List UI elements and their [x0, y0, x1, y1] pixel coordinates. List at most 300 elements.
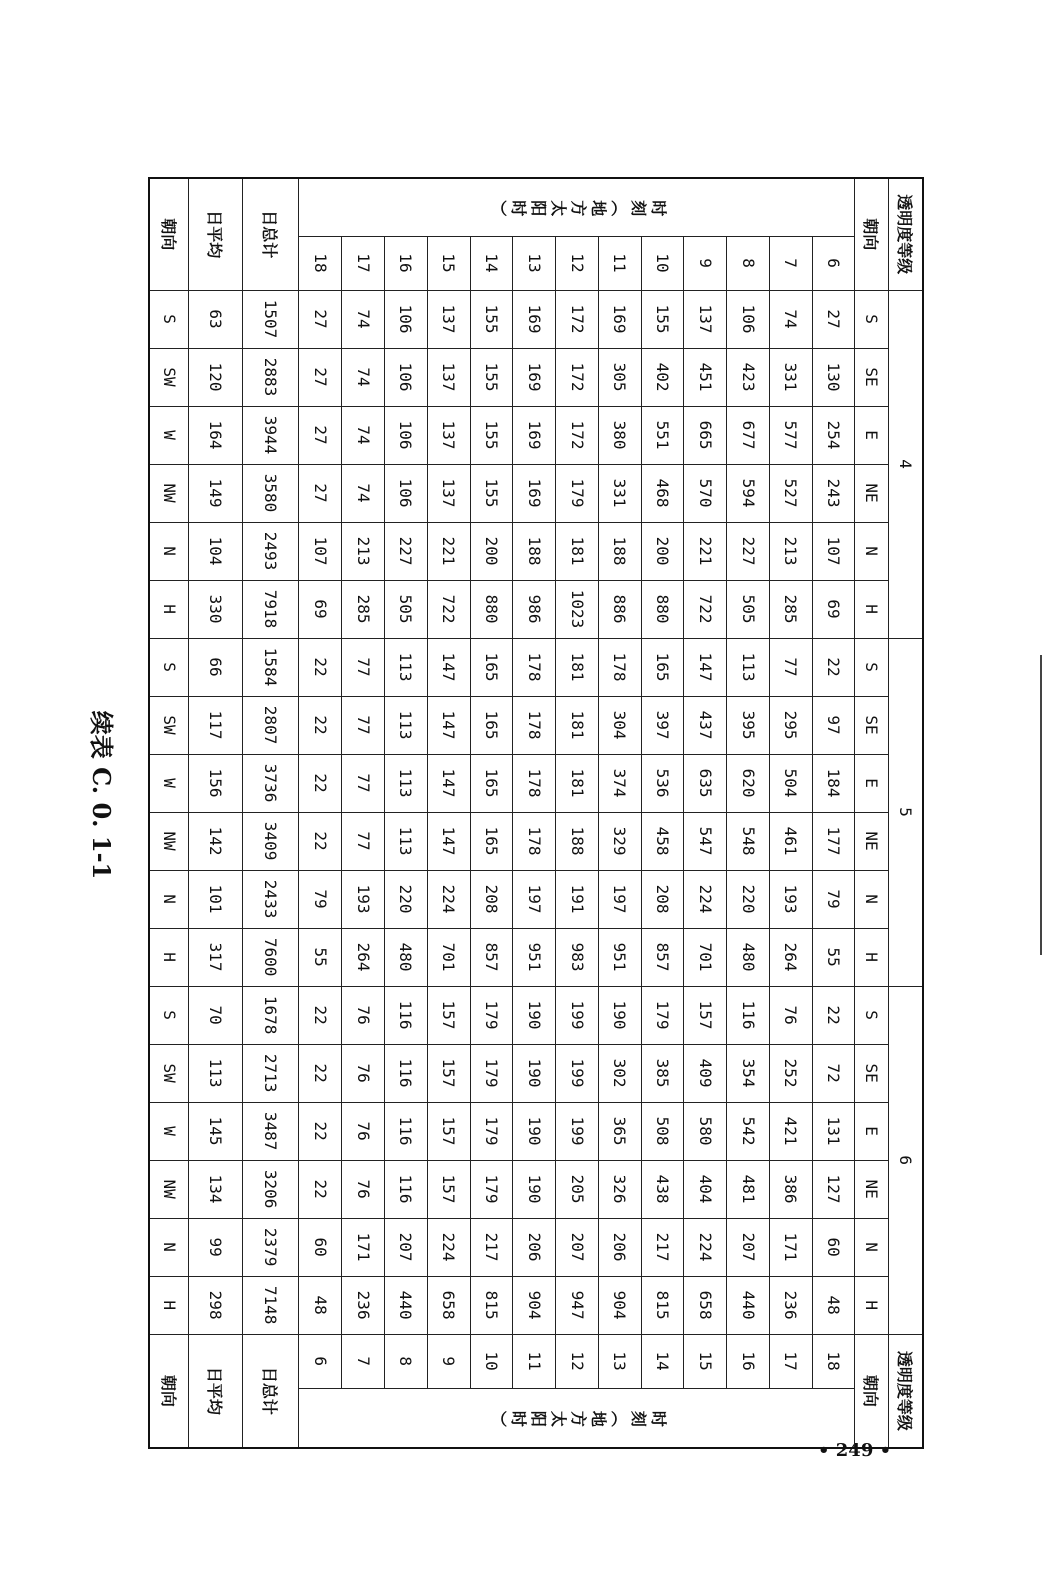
value-cell: 76: [769, 986, 812, 1044]
value-cell: 179: [470, 1102, 513, 1160]
value-cell: 188: [513, 522, 556, 580]
value-cell: 264: [342, 928, 385, 986]
value-cell: 184: [812, 754, 855, 812]
average-cell: 99: [189, 1218, 243, 1276]
table-row: [769, 178, 812, 1448]
hour-label-right: 18: [812, 1334, 855, 1388]
value-cell: 74: [342, 406, 385, 464]
value-cell: 395: [727, 696, 770, 754]
direction-ne: NE: [855, 464, 889, 522]
value-cell: 155: [470, 406, 513, 464]
value-cell: 331: [598, 464, 641, 522]
value-cell: 547: [684, 812, 727, 870]
value-cell: 76: [342, 1160, 385, 1218]
value-cell: 113: [385, 638, 428, 696]
value-cell: 480: [727, 928, 770, 986]
value-cell: 857: [641, 928, 684, 986]
value-cell: 815: [470, 1276, 513, 1334]
value-cell: 113: [385, 696, 428, 754]
value-cell: 107: [812, 522, 855, 580]
value-cell: 207: [727, 1218, 770, 1276]
value-cell: 213: [342, 522, 385, 580]
value-cell: 620: [727, 754, 770, 812]
value-cell: 188: [598, 522, 641, 580]
value-cell: 171: [342, 1218, 385, 1276]
value-cell: 440: [727, 1276, 770, 1334]
value-cell: 421: [769, 1102, 812, 1160]
value-cell: 77: [342, 638, 385, 696]
hour-label: 6: [812, 236, 855, 290]
average-cell: 164: [189, 406, 243, 464]
value-cell: 27: [299, 406, 342, 464]
table-row: [427, 178, 470, 1448]
value-cell: 27: [812, 290, 855, 348]
value-cell: 677: [727, 406, 770, 464]
direction-e: E: [855, 406, 889, 464]
value-cell: 48: [812, 1276, 855, 1334]
average-cell: 120: [189, 348, 243, 406]
total-cell: 2807: [243, 696, 299, 754]
value-cell: 224: [684, 870, 727, 928]
value-cell: 188: [556, 812, 599, 870]
direction-n: N: [855, 522, 889, 580]
value-cell: 409: [684, 1044, 727, 1102]
value-cell: 107: [299, 522, 342, 580]
direction-n: N: [855, 870, 889, 928]
value-cell: 224: [427, 1218, 470, 1276]
hour-label: 13: [513, 236, 556, 290]
value-cell: 22: [299, 696, 342, 754]
value-cell: 437: [684, 696, 727, 754]
orientation-label-right: 朝向: [855, 1334, 889, 1448]
hour-label-right: 8: [385, 1334, 428, 1388]
table-row: [812, 178, 855, 1448]
value-cell: 701: [427, 928, 470, 986]
value-cell: 190: [513, 1102, 556, 1160]
total-cell: 1507: [243, 290, 299, 348]
table-row: [556, 178, 599, 1448]
value-cell: 205: [556, 1160, 599, 1218]
value-cell: 285: [342, 580, 385, 638]
value-cell: 27: [299, 464, 342, 522]
value-cell: 548: [727, 812, 770, 870]
direction-e: E: [855, 754, 889, 812]
value-cell: 199: [556, 986, 599, 1044]
value-cell: 147: [427, 812, 470, 870]
orientation-label-bottom-right: 朝向: [149, 1334, 189, 1448]
average-cell: 117: [189, 696, 243, 754]
value-cell: 130: [812, 348, 855, 406]
value-cell: 221: [684, 522, 727, 580]
direction-h: H: [855, 580, 889, 638]
hour-label: 11: [598, 236, 641, 290]
total-cell: 2433: [243, 870, 299, 928]
value-cell: 570: [684, 464, 727, 522]
value-cell: 155: [641, 290, 684, 348]
bottom-direction-row: [149, 178, 189, 1448]
value-cell: 172: [556, 290, 599, 348]
direction-h: H: [149, 580, 189, 638]
hour-label-right: 10: [470, 1334, 513, 1388]
value-cell: 169: [513, 406, 556, 464]
value-cell: 157: [684, 986, 727, 1044]
value-cell: 658: [684, 1276, 727, 1334]
hour-label-right: 11: [513, 1334, 556, 1388]
total-cell: 2883: [243, 348, 299, 406]
value-cell: 386: [769, 1160, 812, 1218]
average-cell: 63: [189, 290, 243, 348]
total-cell: 1584: [243, 638, 299, 696]
value-cell: 527: [769, 464, 812, 522]
direction-nw: NW: [149, 812, 189, 870]
value-cell: 77: [769, 638, 812, 696]
value-cell: 169: [598, 290, 641, 348]
value-cell: 137: [427, 290, 470, 348]
value-cell: 580: [684, 1102, 727, 1160]
hour-label-right: 6: [299, 1334, 342, 1388]
value-cell: 79: [812, 870, 855, 928]
average-cell: 70: [189, 986, 243, 1044]
value-cell: 880: [470, 580, 513, 638]
level-4: 4: [889, 290, 923, 638]
value-cell: 1023: [556, 580, 599, 638]
total-cell: 7148: [243, 1276, 299, 1334]
value-cell: 304: [598, 696, 641, 754]
value-cell: 190: [513, 1044, 556, 1102]
value-cell: 213: [769, 522, 812, 580]
value-cell: 200: [641, 522, 684, 580]
data-table: [148, 177, 924, 1449]
value-cell: 178: [513, 754, 556, 812]
value-cell: 904: [513, 1276, 556, 1334]
value-cell: 147: [427, 696, 470, 754]
value-cell: 438: [641, 1160, 684, 1218]
direction-n: N: [855, 1218, 889, 1276]
value-cell: 137: [427, 464, 470, 522]
value-cell: 190: [513, 1160, 556, 1218]
total-cell: 3206: [243, 1160, 299, 1218]
value-cell: 331: [769, 348, 812, 406]
hour-label: 15: [427, 236, 470, 290]
table-row: [598, 178, 641, 1448]
value-cell: 77: [342, 812, 385, 870]
average-cell: 104: [189, 522, 243, 580]
value-cell: 440: [385, 1276, 428, 1334]
direction-ne: NE: [855, 812, 889, 870]
direction-w: W: [149, 754, 189, 812]
value-cell: 285: [769, 580, 812, 638]
value-cell: 191: [556, 870, 599, 928]
value-cell: 295: [769, 696, 812, 754]
direction-w: W: [149, 1102, 189, 1160]
hour-label-right: 17: [769, 1334, 812, 1388]
table-row: [513, 178, 556, 1448]
value-cell: 48: [299, 1276, 342, 1334]
value-cell: 302: [598, 1044, 641, 1102]
value-cell: 305: [598, 348, 641, 406]
hour-label-right: 7: [342, 1334, 385, 1388]
direction-sw: SW: [149, 348, 189, 406]
direction-se: SE: [855, 348, 889, 406]
level-6: 6: [889, 986, 923, 1334]
total-cell: 3944: [243, 406, 299, 464]
table-row: [684, 178, 727, 1448]
total-cell: 2379: [243, 1218, 299, 1276]
level-row: [889, 178, 923, 1448]
value-cell: 551: [641, 406, 684, 464]
value-cell: 22: [299, 1044, 342, 1102]
value-cell: 190: [513, 986, 556, 1044]
total-cell: 7918: [243, 580, 299, 638]
value-cell: 207: [556, 1218, 599, 1276]
hour-label: 16: [385, 236, 428, 290]
value-cell: 481: [727, 1160, 770, 1218]
value-cell: 169: [513, 464, 556, 522]
value-cell: 179: [556, 464, 599, 522]
value-cell: 217: [470, 1218, 513, 1276]
value-cell: 181: [556, 696, 599, 754]
value-cell: 147: [684, 638, 727, 696]
value-cell: 106: [385, 464, 428, 522]
hour-label: 9: [684, 236, 727, 290]
average-cell: 145: [189, 1102, 243, 1160]
average-cell: 156: [189, 754, 243, 812]
total-cell: 2713: [243, 1044, 299, 1102]
value-cell: 947: [556, 1276, 599, 1334]
value-cell: 635: [684, 754, 727, 812]
value-cell: 880: [641, 580, 684, 638]
value-cell: 116: [385, 1102, 428, 1160]
direction-n: N: [149, 522, 189, 580]
hour-label-right: 12: [556, 1334, 599, 1388]
value-cell: 254: [812, 406, 855, 464]
direction-s: S: [149, 290, 189, 348]
hour-label-right: 16: [727, 1334, 770, 1388]
value-cell: 206: [513, 1218, 556, 1276]
total-cell: 1678: [243, 986, 299, 1044]
value-cell: 206: [598, 1218, 641, 1276]
value-cell: 951: [598, 928, 641, 986]
value-cell: 157: [427, 1160, 470, 1218]
value-cell: 131: [812, 1102, 855, 1160]
value-cell: 169: [513, 348, 556, 406]
value-cell: 468: [641, 464, 684, 522]
hour-label: 12: [556, 236, 599, 290]
total-cell: 3487: [243, 1102, 299, 1160]
direction-sw: SW: [149, 696, 189, 754]
value-cell: 137: [684, 290, 727, 348]
value-cell: 542: [727, 1102, 770, 1160]
value-cell: 886: [598, 580, 641, 638]
value-cell: 815: [641, 1276, 684, 1334]
direction-n: N: [149, 1218, 189, 1276]
total-cell: 7600: [243, 928, 299, 986]
value-cell: 236: [769, 1276, 812, 1334]
value-cell: 172: [556, 348, 599, 406]
direction-ne: NE: [855, 1160, 889, 1218]
total-cell: 2493: [243, 522, 299, 580]
direction-sw: SW: [149, 1044, 189, 1102]
value-cell: 722: [684, 580, 727, 638]
value-cell: 74: [342, 348, 385, 406]
page-title: 续表 C. 0. 1-1: [87, 710, 116, 880]
table-wrapper: [148, 177, 924, 1431]
value-cell: 22: [299, 1160, 342, 1218]
time-label: 时刻（地方太阳时）: [299, 178, 855, 236]
value-cell: 504: [769, 754, 812, 812]
value-cell: 113: [727, 638, 770, 696]
value-cell: 178: [513, 638, 556, 696]
direction-h: H: [855, 928, 889, 986]
hour-label: 18: [299, 236, 342, 290]
average-cell: 149: [189, 464, 243, 522]
value-cell: 169: [513, 290, 556, 348]
value-cell: 207: [385, 1218, 428, 1276]
value-cell: 594: [727, 464, 770, 522]
value-cell: 365: [598, 1102, 641, 1160]
value-cell: 220: [727, 870, 770, 928]
value-cell: 577: [769, 406, 812, 464]
value-cell: 74: [342, 290, 385, 348]
value-cell: 200: [470, 522, 513, 580]
direction-w: W: [149, 406, 189, 464]
value-cell: 857: [470, 928, 513, 986]
value-cell: 224: [427, 870, 470, 928]
margin-line: [1040, 655, 1042, 955]
value-cell: 172: [556, 406, 599, 464]
value-cell: 221: [427, 522, 470, 580]
value-cell: 116: [727, 986, 770, 1044]
direction-s: S: [149, 986, 189, 1044]
value-cell: 165: [641, 638, 684, 696]
value-cell: 79: [299, 870, 342, 928]
daily-avg-label: 日平均: [189, 178, 243, 290]
value-cell: 165: [470, 812, 513, 870]
transparency-label-right: 透明度等级: [889, 1334, 923, 1448]
value-cell: 77: [342, 754, 385, 812]
hour-label: 10: [641, 236, 684, 290]
value-cell: 127: [812, 1160, 855, 1218]
value-cell: 722: [427, 580, 470, 638]
value-cell: 106: [385, 290, 428, 348]
hour-label-right: 15: [684, 1334, 727, 1388]
value-cell: 113: [385, 754, 428, 812]
total-cell: 3736: [243, 754, 299, 812]
hour-label: 7: [769, 236, 812, 290]
value-cell: 208: [470, 870, 513, 928]
hour-label-right: 9: [427, 1334, 470, 1388]
table-row: [385, 178, 428, 1448]
value-cell: 22: [299, 812, 342, 870]
value-cell: 658: [427, 1276, 470, 1334]
value-cell: 157: [427, 1102, 470, 1160]
value-cell: 22: [299, 638, 342, 696]
table-row: [470, 178, 513, 1448]
direction-nw: NW: [149, 1160, 189, 1218]
averages-row: [189, 178, 243, 1448]
value-cell: 264: [769, 928, 812, 986]
value-cell: 74: [769, 290, 812, 348]
value-cell: 137: [427, 406, 470, 464]
value-cell: 326: [598, 1160, 641, 1218]
value-cell: 113: [385, 812, 428, 870]
transparency-label: 透明度等级: [889, 178, 923, 290]
value-cell: 986: [513, 580, 556, 638]
value-cell: 208: [641, 870, 684, 928]
value-cell: 480: [385, 928, 428, 986]
direction-s: S: [855, 986, 889, 1044]
value-cell: 329: [598, 812, 641, 870]
value-cell: 106: [385, 348, 428, 406]
total-cell: 3580: [243, 464, 299, 522]
value-cell: 72: [812, 1044, 855, 1102]
value-cell: 536: [641, 754, 684, 812]
value-cell: 508: [641, 1102, 684, 1160]
value-cell: 179: [470, 1044, 513, 1102]
value-cell: 243: [812, 464, 855, 522]
value-cell: 665: [684, 406, 727, 464]
value-cell: 224: [684, 1218, 727, 1276]
value-cell: 236: [342, 1276, 385, 1334]
value-cell: 197: [598, 870, 641, 928]
average-cell: 317: [189, 928, 243, 986]
hour-label: 17: [342, 236, 385, 290]
hour-label: 14: [470, 236, 513, 290]
value-cell: 106: [727, 290, 770, 348]
value-cell: 27: [299, 290, 342, 348]
daily-total-label: 日总计: [243, 178, 299, 290]
direction-s: S: [855, 638, 889, 696]
value-cell: 220: [385, 870, 428, 928]
direction-se: SE: [855, 1044, 889, 1102]
value-cell: 106: [385, 406, 428, 464]
value-cell: 157: [427, 986, 470, 1044]
value-cell: 178: [513, 696, 556, 754]
value-cell: 69: [299, 580, 342, 638]
average-cell: 66: [189, 638, 243, 696]
table-row: [727, 178, 770, 1448]
table-row: [641, 178, 684, 1448]
total-cell: 3409: [243, 812, 299, 870]
value-cell: 55: [299, 928, 342, 986]
average-cell: 142: [189, 812, 243, 870]
value-cell: 137: [427, 348, 470, 406]
value-cell: 177: [812, 812, 855, 870]
value-cell: 181: [556, 754, 599, 812]
value-cell: 193: [342, 870, 385, 928]
value-cell: 199: [556, 1102, 599, 1160]
value-cell: 252: [769, 1044, 812, 1102]
value-cell: 217: [641, 1218, 684, 1276]
page-number: • 249 •: [818, 1440, 892, 1461]
value-cell: 116: [385, 1044, 428, 1102]
value-cell: 380: [598, 406, 641, 464]
value-cell: 77: [342, 696, 385, 754]
value-cell: 178: [513, 812, 556, 870]
value-cell: 193: [769, 870, 812, 928]
value-cell: 22: [299, 754, 342, 812]
value-cell: 178: [598, 638, 641, 696]
value-cell: 27: [299, 348, 342, 406]
value-cell: 227: [385, 522, 428, 580]
value-cell: 404: [684, 1160, 727, 1218]
value-cell: 171: [769, 1218, 812, 1276]
direction-nw: NW: [149, 464, 189, 522]
value-cell: 60: [299, 1218, 342, 1276]
value-cell: 505: [385, 580, 428, 638]
value-cell: 197: [513, 870, 556, 928]
orientation-label-bottom: 朝向: [149, 178, 189, 290]
